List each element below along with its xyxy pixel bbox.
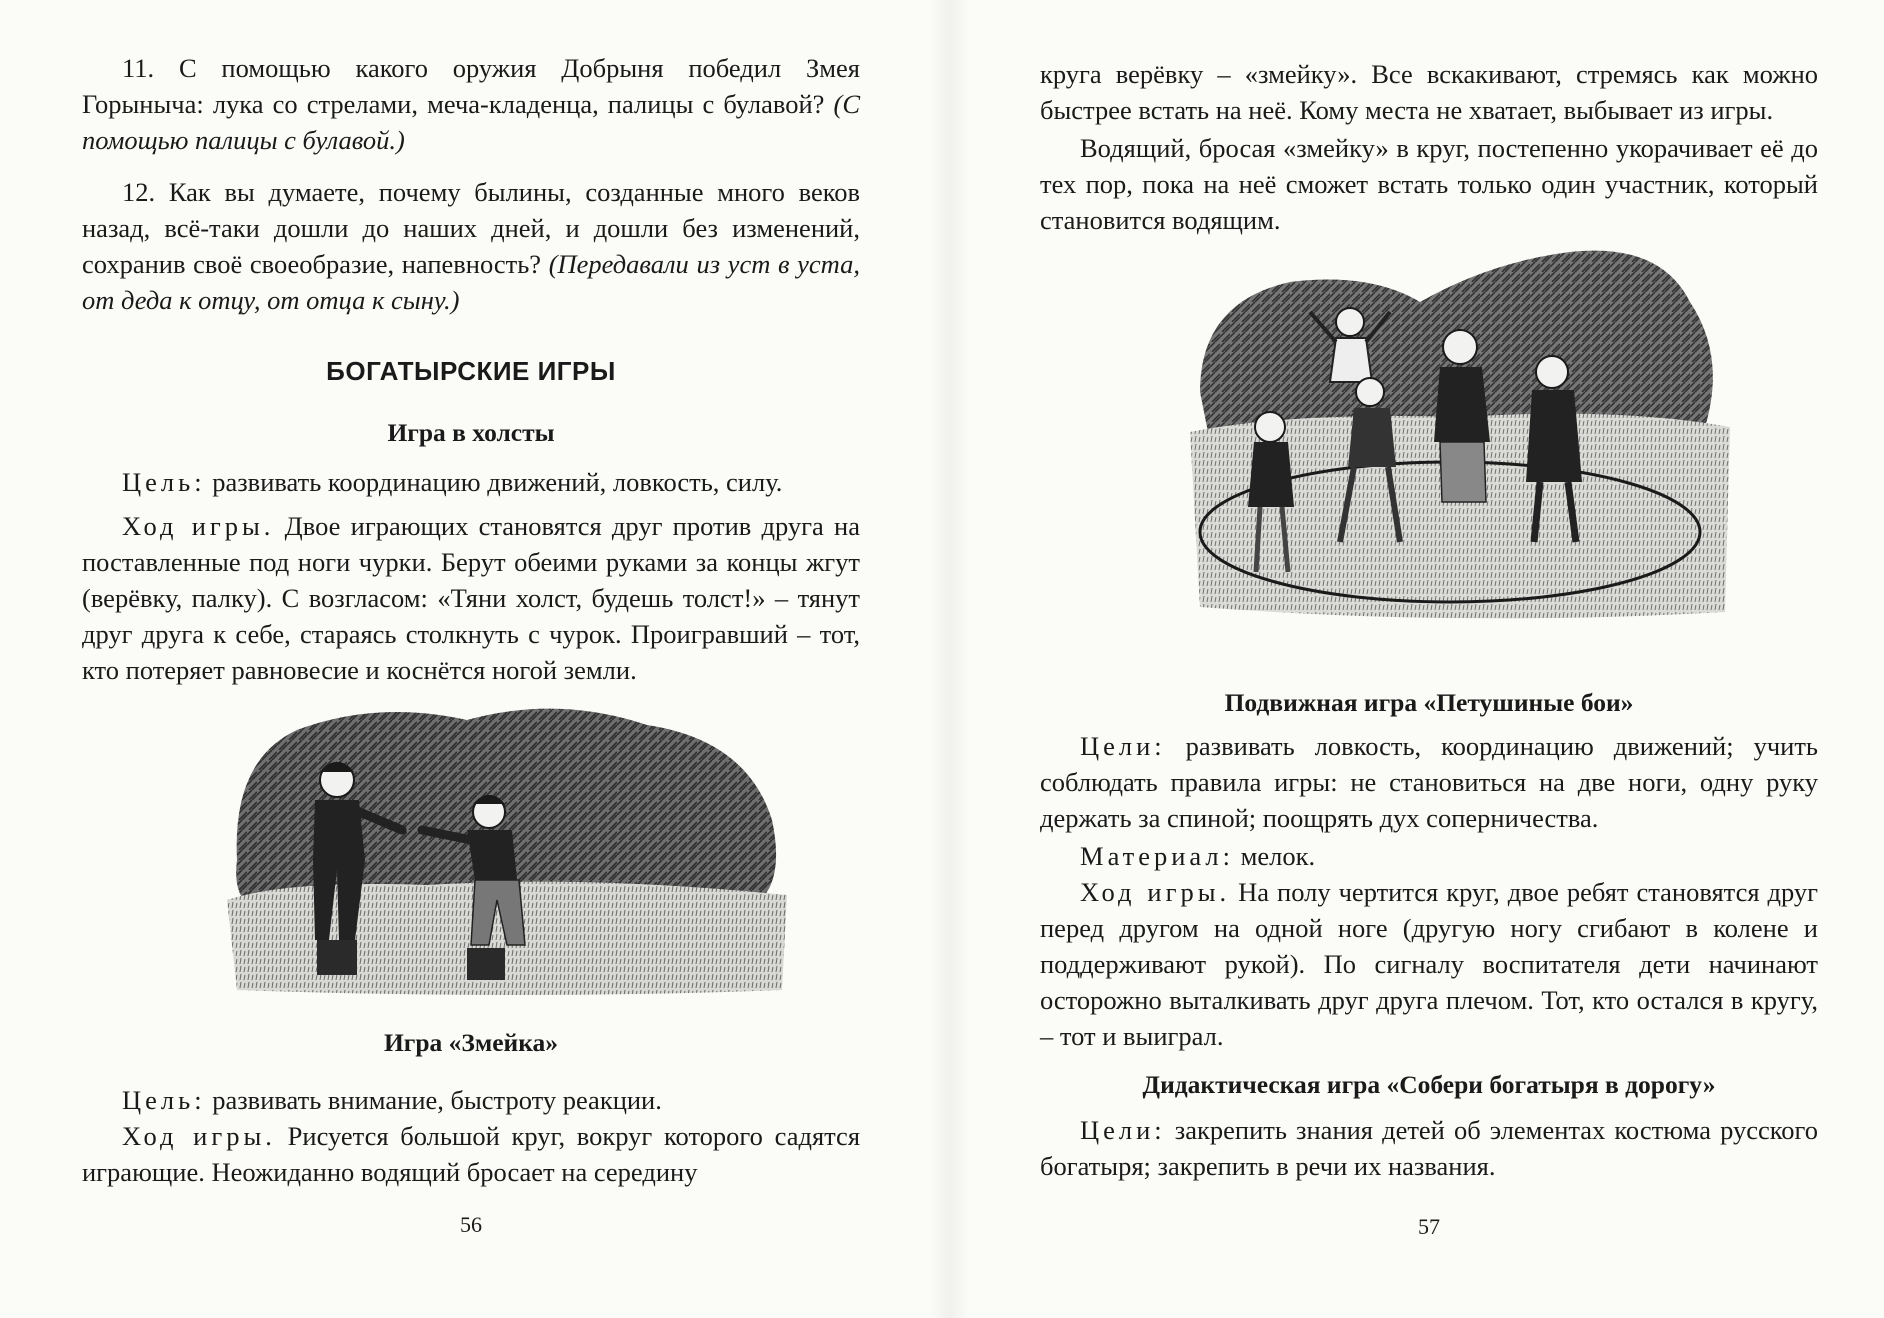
game1-title: Игра в холсты xyxy=(387,418,555,447)
continuation-text: круга верёвку – «змейку». Все вскакивают, стремясь как можно быстрее встать на неё. Кому места не хватает, выбывает из игры. xyxy=(1040,59,1818,125)
game2-paragraph2 xyxy=(1040,130,1818,238)
game3-goals-label: Цели: xyxy=(1080,731,1166,761)
left-page xyxy=(82,0,860,1318)
game3-material-text: мелок. xyxy=(1240,841,1316,871)
section-title: БОГАТЫРСКИЕ ИГРЫ xyxy=(326,356,616,386)
game3-title: Подвижная игра «Петушиные бои» xyxy=(1224,688,1634,717)
game4-goals-text: закрепить знания детей об элементах костюма русского богатыря; закрепить в речи их названия. xyxy=(1040,1115,1818,1181)
page-number-right: 57 xyxy=(1418,1214,1440,1239)
game2-continuation xyxy=(1040,56,1818,128)
game3-material xyxy=(1040,838,1818,874)
game2-title: Игра «Змейка» xyxy=(383,1028,559,1057)
game2-course xyxy=(82,1118,860,1190)
game2-goal xyxy=(82,1082,860,1118)
game1-goal xyxy=(82,464,860,500)
game4-goals-label: Цели: xyxy=(1080,1115,1166,1145)
game1-goal-text: развивать координацию движений, ловкость, силу. xyxy=(212,467,783,497)
game3-material-label: Материал: xyxy=(1080,841,1234,871)
question-11 xyxy=(82,50,860,158)
game2-goal-text: развивать внимание, быстроту реакции. xyxy=(212,1085,662,1115)
game3-course-label: Ход игры. xyxy=(1080,877,1231,907)
q11-answer: (С помощью палицы с булавой.) xyxy=(82,89,860,155)
game3-course xyxy=(1040,874,1818,1054)
game1-goal-label: Цель: xyxy=(122,467,206,497)
game2-goal-label: Цель: xyxy=(122,1085,206,1115)
illustration-zmeyka xyxy=(1190,242,1730,622)
game1-course xyxy=(82,508,860,688)
right-page xyxy=(1040,0,1818,1318)
game1-course-label: Ход игры. xyxy=(122,511,275,541)
game3-course-text: На полу чертится круг, двое ребят становятся друг перед другом на одной ноге (другую ногу сгибают в колене и поддерживают рукой). По сигналу воспитателя дети начинают осторожно выталкивать друг друга плечом. Тот, кто остался в кругу, – тот и выиграл. xyxy=(1040,877,1819,1051)
game4-title: Дидактическая игра «Собери богатыря в дорогу» xyxy=(1142,1070,1716,1099)
q12-text: 12. Как вы думаете, почему былины, созданные много веков назад, всё-таки дошли до наших дней, и дошли без изменений, сохранив своё своеобразие, напевность? xyxy=(82,177,860,279)
illustration-holsty xyxy=(227,700,787,1000)
game1-course-text: Двое играющих становятся друг против друга на поставленные под ноги чурки. Берут обеими руками за концы жгут (верёвку, палку). С возгласом: «Тяни холст, будешь толст!» – тянут друг друга к себе, стараясь столкнуть с чурок. Проигравший – тот, кто потеряет равновесие и коснётся ногой земли. xyxy=(82,511,860,685)
game4-goals xyxy=(1040,1112,1818,1184)
q12-answer: (Передавали из уст в уста, от деда к отцу, от отца к сыну.) xyxy=(82,249,860,315)
game3-goals xyxy=(1040,728,1818,836)
game2-course-text: Рисуется большой круг, вокруг которого садятся играющие. Неожиданно водящий бросает на середину xyxy=(82,1121,861,1187)
question-12 xyxy=(82,174,860,318)
paragraph2-text: Водящий, бросая «змейку» в круг, постепенно укорачивает её до тех пор, пока на неё сможет встать только один участник, который становится водящим. xyxy=(1040,133,1818,235)
book-gutter xyxy=(930,0,970,1318)
game2-course-label: Ход игры. xyxy=(122,1121,276,1151)
page-number-left: 56 xyxy=(460,1212,482,1237)
game3-goals-text: развивать ловкость, координацию движений; учить соблюдать правила игры: не становиться на две ноги, одну руку держать за спиной; поощрять дух соперничества. xyxy=(1040,731,1818,833)
q11-text: 11. С помощью какого оружия Добрыня победил Змея Горыныча: лука со стрелами, меча-кладенца, палицы с булавой? xyxy=(82,53,860,119)
